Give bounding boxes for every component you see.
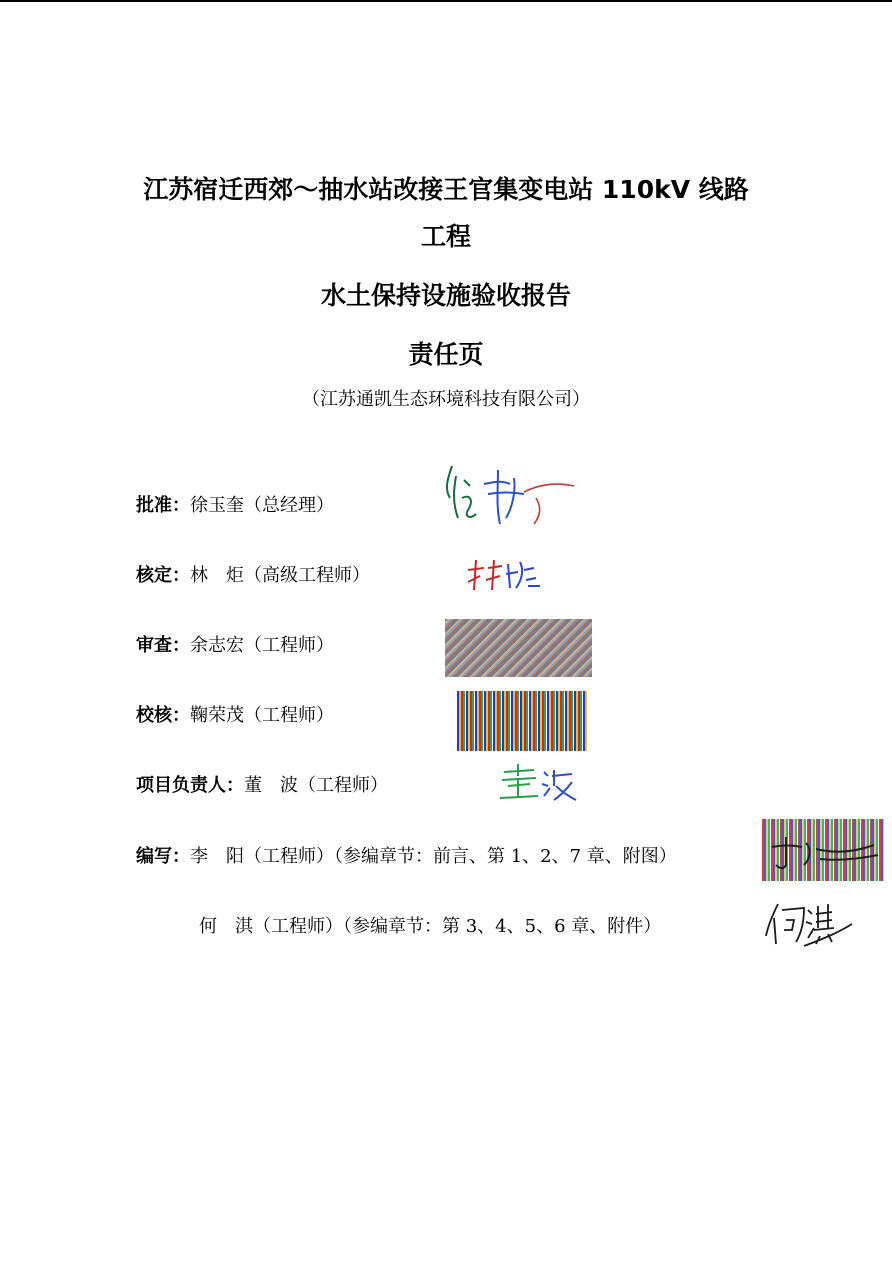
signature-image-striped xyxy=(457,691,587,751)
signature-image-distorted xyxy=(445,619,592,677)
person-label: 余志宏（工程师） xyxy=(190,635,334,656)
signatory-row-review xyxy=(136,634,334,658)
signature-xu-yukui xyxy=(440,458,580,528)
responsibility-page-heading: 责任页 xyxy=(408,340,484,369)
role-label: 批准： xyxy=(136,495,190,516)
signatory-row-author-1 xyxy=(136,845,677,869)
role-label: 项目负责人： xyxy=(136,775,244,796)
report-title-line-1: 江苏宿迁西郊～抽水站改接王官集变电站 110kV 线路 xyxy=(143,175,749,204)
person-label: 徐玉奎（总经理） xyxy=(190,495,334,516)
signature-he-qi xyxy=(764,898,854,950)
person-label: 李 阳（工程师）（参编章节：前言、第 1、2、7 章、附图） xyxy=(190,846,677,867)
signature-lin-ju xyxy=(462,556,542,596)
report-title-line-2: 工程 xyxy=(420,222,471,251)
person-label: 何 淇（工程师）（参编章节：第 3、4、5、6 章、附件） xyxy=(199,916,662,937)
role-label: 核定： xyxy=(136,565,190,586)
person-label: 鞠荣茂（工程师） xyxy=(190,705,334,726)
signature-li-yang xyxy=(762,819,884,881)
signatory-row-project-lead xyxy=(136,774,388,798)
role-label: 校核： xyxy=(136,705,190,726)
person-label: 林 炬（高级工程师） xyxy=(190,565,370,586)
company-name: （江苏通凯生态环境科技有限公司） xyxy=(302,389,590,410)
signature-dong-bo xyxy=(496,762,580,804)
top-border-line xyxy=(0,0,892,2)
role-label: 审查： xyxy=(136,635,190,656)
person-label: 董 波（工程师） xyxy=(244,775,388,796)
signatory-row-author-2 xyxy=(199,915,661,939)
report-subtitle: 水土保持设施验收报告 xyxy=(320,281,571,310)
signatory-row-verify xyxy=(136,564,370,588)
role-label: 编写： xyxy=(136,846,190,867)
signatory-row-approve xyxy=(136,494,334,518)
signatory-row-check xyxy=(136,704,334,728)
